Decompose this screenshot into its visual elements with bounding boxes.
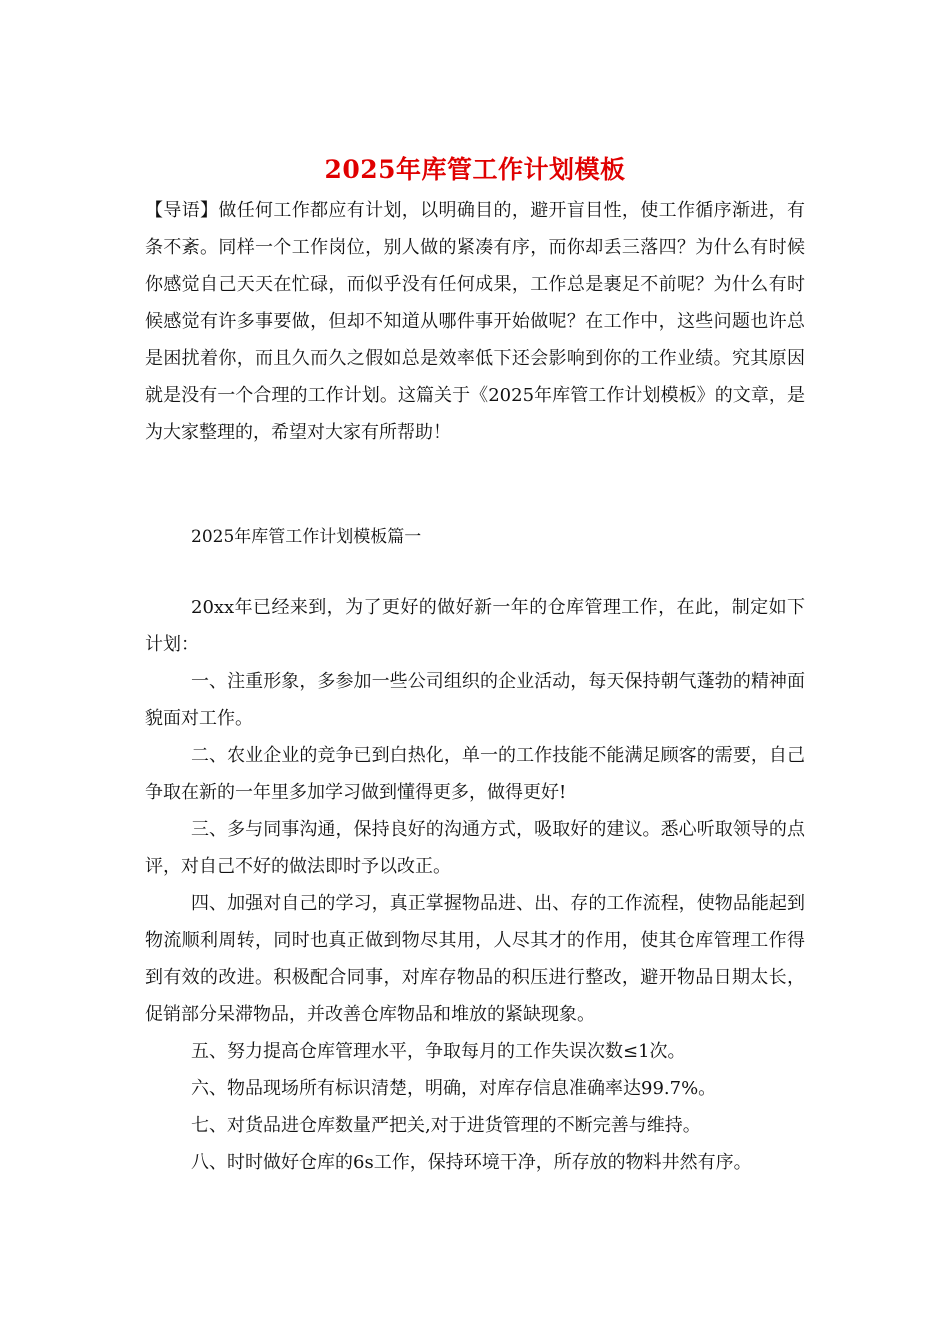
plan-item-4: 四、加强对自己的学习，真正掌握物品进、出、存的工作流程，使物品能起到物流顺利周转，同时也真正做到物尽其用，人尽其才的作用，使其仓库管理工作得到有效的改进。积极配合同事，对库存物品的积压进行整改，避开物品日期太长，促销部分呆滞物品，并改善仓库物品和堆放的紧缺现象。 bbox=[145, 893, 805, 1025]
intro-paragraph: 【导语】做任何工作都应有计划，以明确目的，避开盲目性，使工作循序渐进，有条不紊。同样一个工作岗位，别人做的紧凑有序，而你却丢三落四？为什么有时候你感觉自己天天在忙碌，而似乎没有任何成果，工作总是裹足不前呢？为什么有时候感觉有许多事要做，但却不知道从哪件事开始做呢？在工作中，这些问题也许总是困扰着你，而且久而久之假如总是效率低下还会影响到你的工作业绩。究其原因就是没有一个合理的工作计划。这篇关于《2025年库管工作计划模板》的文章，是为大家整理的，希望对大家有所帮助！ bbox=[145, 200, 805, 443]
plan-item-1: 一、注重形象，多参加一些公司组织的企业活动，每天保持朝气蓬勃的精神面貌面对工作。 bbox=[145, 671, 805, 729]
plan-body bbox=[145, 589, 805, 1181]
section-heading: 2025年库管工作计划模板篇一 bbox=[191, 527, 422, 547]
document-title: 2025年库管工作计划模板 bbox=[324, 155, 626, 184]
plan-item-6: 六、物品现场所有标识清楚，明确，对库存信息准确率达99.7%。 bbox=[191, 1078, 717, 1099]
plan-item-5: 五、努力提高仓库管理水平，争取每月的工作失误次数≤1次。 bbox=[191, 1041, 686, 1062]
plan-item-2: 二、农业企业的竞争已到白热化，单一的工作技能不能满足顾客的需要，自己争取在新的一年里多加学习做到懂得更多，做得更好! bbox=[145, 745, 805, 803]
plan-paragraph-opening: 20xx年已经来到，为了更好的做好新一年的仓库管理工作，在此，制定如下计划： bbox=[145, 597, 805, 655]
plan-item-8: 八、时时做好仓库的6s工作，保持环境干净，所存放的物料井然有序。 bbox=[191, 1152, 752, 1173]
plan-item-3: 三、多与同事沟通，保持良好的沟通方式，吸取好的建议。悉心听取领导的点评，对自己不好的做法即时予以改正。 bbox=[145, 819, 805, 877]
plan-item-7: 七、对货品进仓库数量严把关,对于进货管理的不断完善与维持。 bbox=[191, 1115, 701, 1136]
